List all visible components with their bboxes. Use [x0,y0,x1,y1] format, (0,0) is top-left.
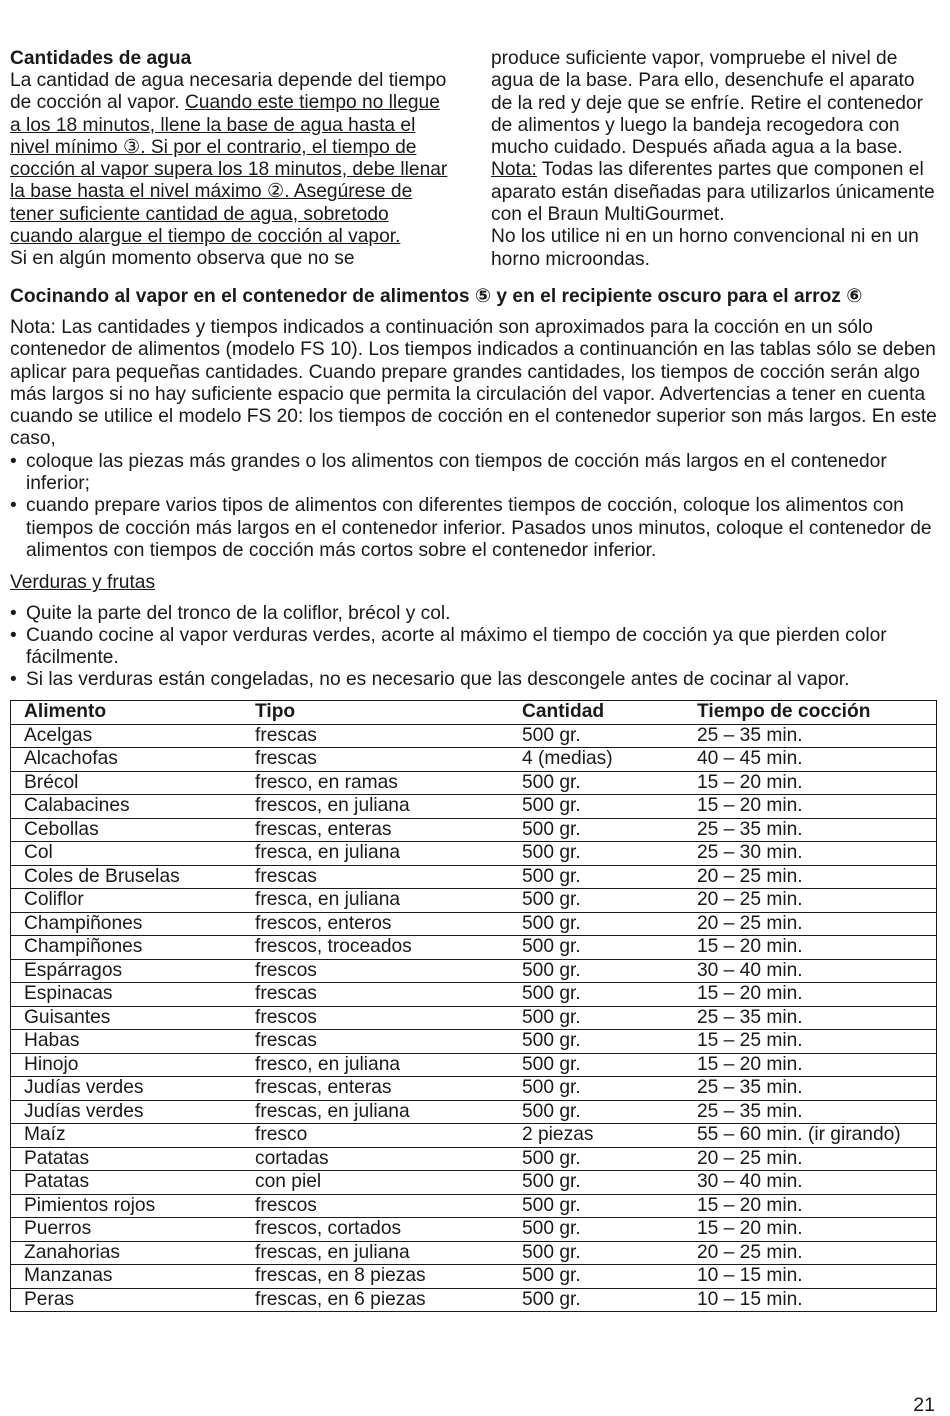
note-paragraph [491,159,937,226]
page-number: 21 [913,1394,935,1416]
cell-type: frescas [242,865,509,889]
cell-type: frescas [242,983,509,1007]
water-section [10,48,937,271]
table-row [11,1077,937,1101]
list-item: • Cuando cocine al vapor verduras verdes, acorte al máximo el tiempo de cocción ya que pierden color fácilmente. [10,624,887,669]
cell-quantity: 500 gr. [509,1053,684,1077]
water-heading: Cantidades de agua [10,48,192,69]
cell-food: Calabacines [11,795,243,819]
cell-quantity: 500 gr. [509,1218,684,1242]
bullet-glyph: • [10,495,17,517]
cell-food: Maíz [11,1124,243,1148]
cell-food: Espinacas [11,983,243,1007]
cell-food: Patatas [11,1171,243,1195]
table-row [11,865,937,889]
water-tail: Si en algún momento observa que no se [10,248,355,270]
table-row [11,983,937,1007]
column-header-quantity: Cantidad [509,700,684,724]
cell-type: con piel [242,1171,509,1195]
table-body [11,724,937,1312]
cell-quantity: 500 gr. [509,1077,684,1101]
list-item: • Si las verduras están congeladas, no es necesario que las descongele antes de cocinar al vapor. [10,669,850,691]
cell-food: Zanahorias [11,1241,243,1265]
cell-time: 15 – 20 min. [684,795,937,819]
cell-time: 25 – 30 min. [684,842,937,866]
cell-time: 15 – 20 min. [684,1053,937,1077]
cell-quantity: 500 gr. [509,1171,684,1195]
list-item: • Quite la parte del tronco de la coliflor, brécol y col. [10,602,451,624]
bullet-glyph: • [10,669,17,691]
cell-type: frescas, en 6 piezas [242,1288,509,1312]
cell-time: 25 – 35 min. [684,724,937,748]
table-row [11,818,937,842]
cell-type: frescos, cortados [242,1218,509,1242]
cell-time: 25 – 35 min. [684,1100,937,1124]
cell-time: 25 – 35 min. [684,818,937,842]
water-lead: La cantidad de agua necesaria depende del tiempo de cocción al vapor. [10,70,447,114]
list-item: • coloque las piezas más grandes o los alimentos con tiempos de cocción más largos en el contenedor inferior; [10,450,887,495]
table-row [11,1053,937,1077]
steaming-bullets [10,451,937,562]
cell-time: 20 – 25 min. [684,865,937,889]
cell-quantity: 500 gr. [509,936,684,960]
cell-time: 20 – 25 min. [684,912,937,936]
cell-food: Peras [11,1288,243,1312]
steam-check-paragraph: produce suficiente vapor, vompruebe el nivel de agua de la base. Para ello, desenchufe el aparato de la red y deje que se enfríe. Retire el contenedor de alimentos y luego la bandeja recogedora con mucho cuidado. Después añada agua a la base. [491,48,923,159]
cell-type: frescos, enteros [242,912,509,936]
cell-time: 15 – 20 min. [684,983,937,1007]
cell-food: Habas [11,1030,243,1054]
oven-warning: No los utilice ni en un horno convencional ni en un horno microondas. [491,226,919,270]
cell-quantity: 500 gr. [509,1288,684,1312]
table-row [11,1171,937,1195]
cell-time: 15 – 20 min. [684,1218,937,1242]
cell-food: Manzanas [11,1265,243,1289]
cell-food: Alcachofas [11,748,243,772]
cell-type: frescas, en juliana [242,1100,509,1124]
cell-food: Coliflor [11,889,243,913]
cell-quantity: 500 gr. [509,1030,684,1054]
column-header-food: Alimento [11,700,243,724]
cell-time: 25 – 35 min. [684,1077,937,1101]
cell-quantity: 500 gr. [509,889,684,913]
cell-type: fresco, en juliana [242,1053,509,1077]
cell-type: fresco [242,1124,509,1148]
table-row [11,724,937,748]
cell-food: Espárragos [11,959,243,983]
table-row [11,912,937,936]
cell-quantity: 500 gr. [509,1006,684,1030]
cell-quantity: 500 gr. [509,1100,684,1124]
vegetables-bullets [10,603,937,692]
cell-time: 15 – 20 min. [684,1194,937,1218]
column-header-time: Tiempo de cocción [684,700,937,724]
cell-quantity: 500 gr. [509,771,684,795]
bullet-glyph: • [10,602,17,624]
table-row [11,1006,937,1030]
cell-time: 25 – 35 min. [684,1006,937,1030]
table-row [11,795,937,819]
cell-type: fresca, en juliana [242,889,509,913]
cell-type: frescas, enteras [242,1077,509,1101]
cell-food: Coles de Bruselas [11,865,243,889]
table-row [11,959,937,983]
cell-food: Champiñones [11,912,243,936]
cell-type: frescas, enteras [242,818,509,842]
cell-quantity: 500 gr. [509,842,684,866]
table-row [11,889,937,913]
water-level-instructions: Cuando este tiempo no llegue a los 18 minutos, llene la base de agua hasta el nivel mínimo ③. Si por el contrario, el tiempo de cocción al vapor supera los 18 minutos, debe llenar la base hasta el nivel máximo ②. Asegúrese de tener suficiente cantidad de agua, sobretodo cuando alargue el tiempo de cocción al vapor. [10,92,448,248]
cell-food: Champiñones [11,936,243,960]
cell-type: frescas [242,724,509,748]
table-row [11,1241,937,1265]
cell-food: Hinojo [11,1053,243,1077]
table-row [11,771,937,795]
cell-quantity: 500 gr. [509,1265,684,1289]
table-row [11,1147,937,1171]
cell-type: frescas, en 8 piezas [242,1265,509,1289]
steaming-heading: Cocinando al vapor en el contenedor de alimentos ⑤ y en el recipiente oscuro para el arroz ⑥ [10,285,863,307]
cooking-times-table [10,700,937,1313]
cell-food: Pimientos rojos [11,1194,243,1218]
table-row [11,1194,937,1218]
cell-time: 10 – 15 min. [684,1288,937,1312]
cell-type: frescos [242,959,509,983]
right-column [491,48,937,271]
cell-type: fresco, en ramas [242,771,509,795]
cell-quantity: 500 gr. [509,865,684,889]
cell-food: Judías verdes [11,1077,243,1101]
cell-time: 55 – 60 min. (ir girando) [684,1124,937,1148]
bullet-glyph: • [10,624,17,646]
cell-food: Acelgas [11,724,243,748]
cell-time: 15 – 20 min. [684,771,937,795]
cell-quantity: 500 gr. [509,1194,684,1218]
cell-type: frescos, troceados [242,936,509,960]
note-label: Nota: [491,159,537,181]
cell-quantity: 500 gr. [509,1147,684,1171]
cell-quantity: 4 (medias) [509,748,684,772]
table-row [11,842,937,866]
manual-page [10,48,937,1312]
cell-quantity: 500 gr. [509,818,684,842]
cell-type: frescas, en juliana [242,1241,509,1265]
steaming-intro: Nota: Las cantidades y tiempos indicados a continuación son aproximados para la cocción en un sólo contenedor de alimentos (modelo FS 10). Los tiempos indicados a continuanción en las tablas sólo se deben aplicar para pequeñas cantidades. Cuando prepare grandes cantidades, los tiempos de cocción serán algo más largos si no hay suficiente espacio que permita la circulación del vapor. Advertencias a tener en cuenta cuando se utilice el modelo FS 20: los tiempos de cocción en el contenedor superior son más largos. En este caso, [10,316,937,450]
cell-quantity: 500 gr. [509,795,684,819]
note-text: Todas las diferentes partes que componen el aparato están diseñadas para utilizarlos únicamente con el Braun MultiGourmet. [491,159,935,226]
cell-time: 20 – 25 min. [684,889,937,913]
table-row [11,1288,937,1312]
cell-time: 20 – 25 min. [684,1147,937,1171]
list-item: • cuando prepare varios tipos de alimentos con diferentes tiempos de cocción, coloque los alimentos con tiempos de cocción más largos en el contenedor inferior. Pasados unos minutos, coloque el contenedor de alimentos con tiempos de cocción más cortos sobre el contenedor inferior. [10,495,932,561]
table-row [11,748,937,772]
cell-food: Guisantes [11,1006,243,1030]
cell-food: Col [11,842,243,866]
cell-time: 10 – 15 min. [684,1265,937,1289]
table-row [11,1124,937,1148]
cell-quantity: 500 gr. [509,1241,684,1265]
cell-quantity: 2 piezas [509,1124,684,1148]
water-paragraph [10,70,450,271]
cell-food: Judías verdes [11,1100,243,1124]
cell-food: Cebollas [11,818,243,842]
table-row [11,936,937,960]
vegetables-subheading: Verduras y frutas [10,572,156,594]
cell-food: Brécol [11,771,243,795]
cell-food: Patatas [11,1147,243,1171]
cell-type: cortadas [242,1147,509,1171]
cell-type: frescas [242,748,509,772]
cell-time: 30 – 40 min. [684,959,937,983]
cell-time: 20 – 25 min. [684,1241,937,1265]
left-column [10,48,450,271]
cell-type: frescos [242,1194,509,1218]
table-row [11,1030,937,1054]
cell-time: 15 – 20 min. [684,936,937,960]
cell-food: Puerros [11,1218,243,1242]
cell-type: frescos, en juliana [242,795,509,819]
cell-time: 40 – 45 min. [684,748,937,772]
cell-time: 30 – 40 min. [684,1171,937,1195]
column-header-type: Tipo [242,700,509,724]
cell-type: frescas [242,1030,509,1054]
table-row [11,1218,937,1242]
bullet-glyph: • [10,450,17,472]
table-row [11,1100,937,1124]
cell-time: 15 – 25 min. [684,1030,937,1054]
cell-type: frescos [242,1006,509,1030]
cell-quantity: 500 gr. [509,912,684,936]
table-row [11,1265,937,1289]
table-header-row [11,700,937,724]
cell-quantity: 500 gr. [509,724,684,748]
cell-quantity: 500 gr. [509,959,684,983]
cell-quantity: 500 gr. [509,983,684,1007]
cell-type: fresca, en juliana [242,842,509,866]
